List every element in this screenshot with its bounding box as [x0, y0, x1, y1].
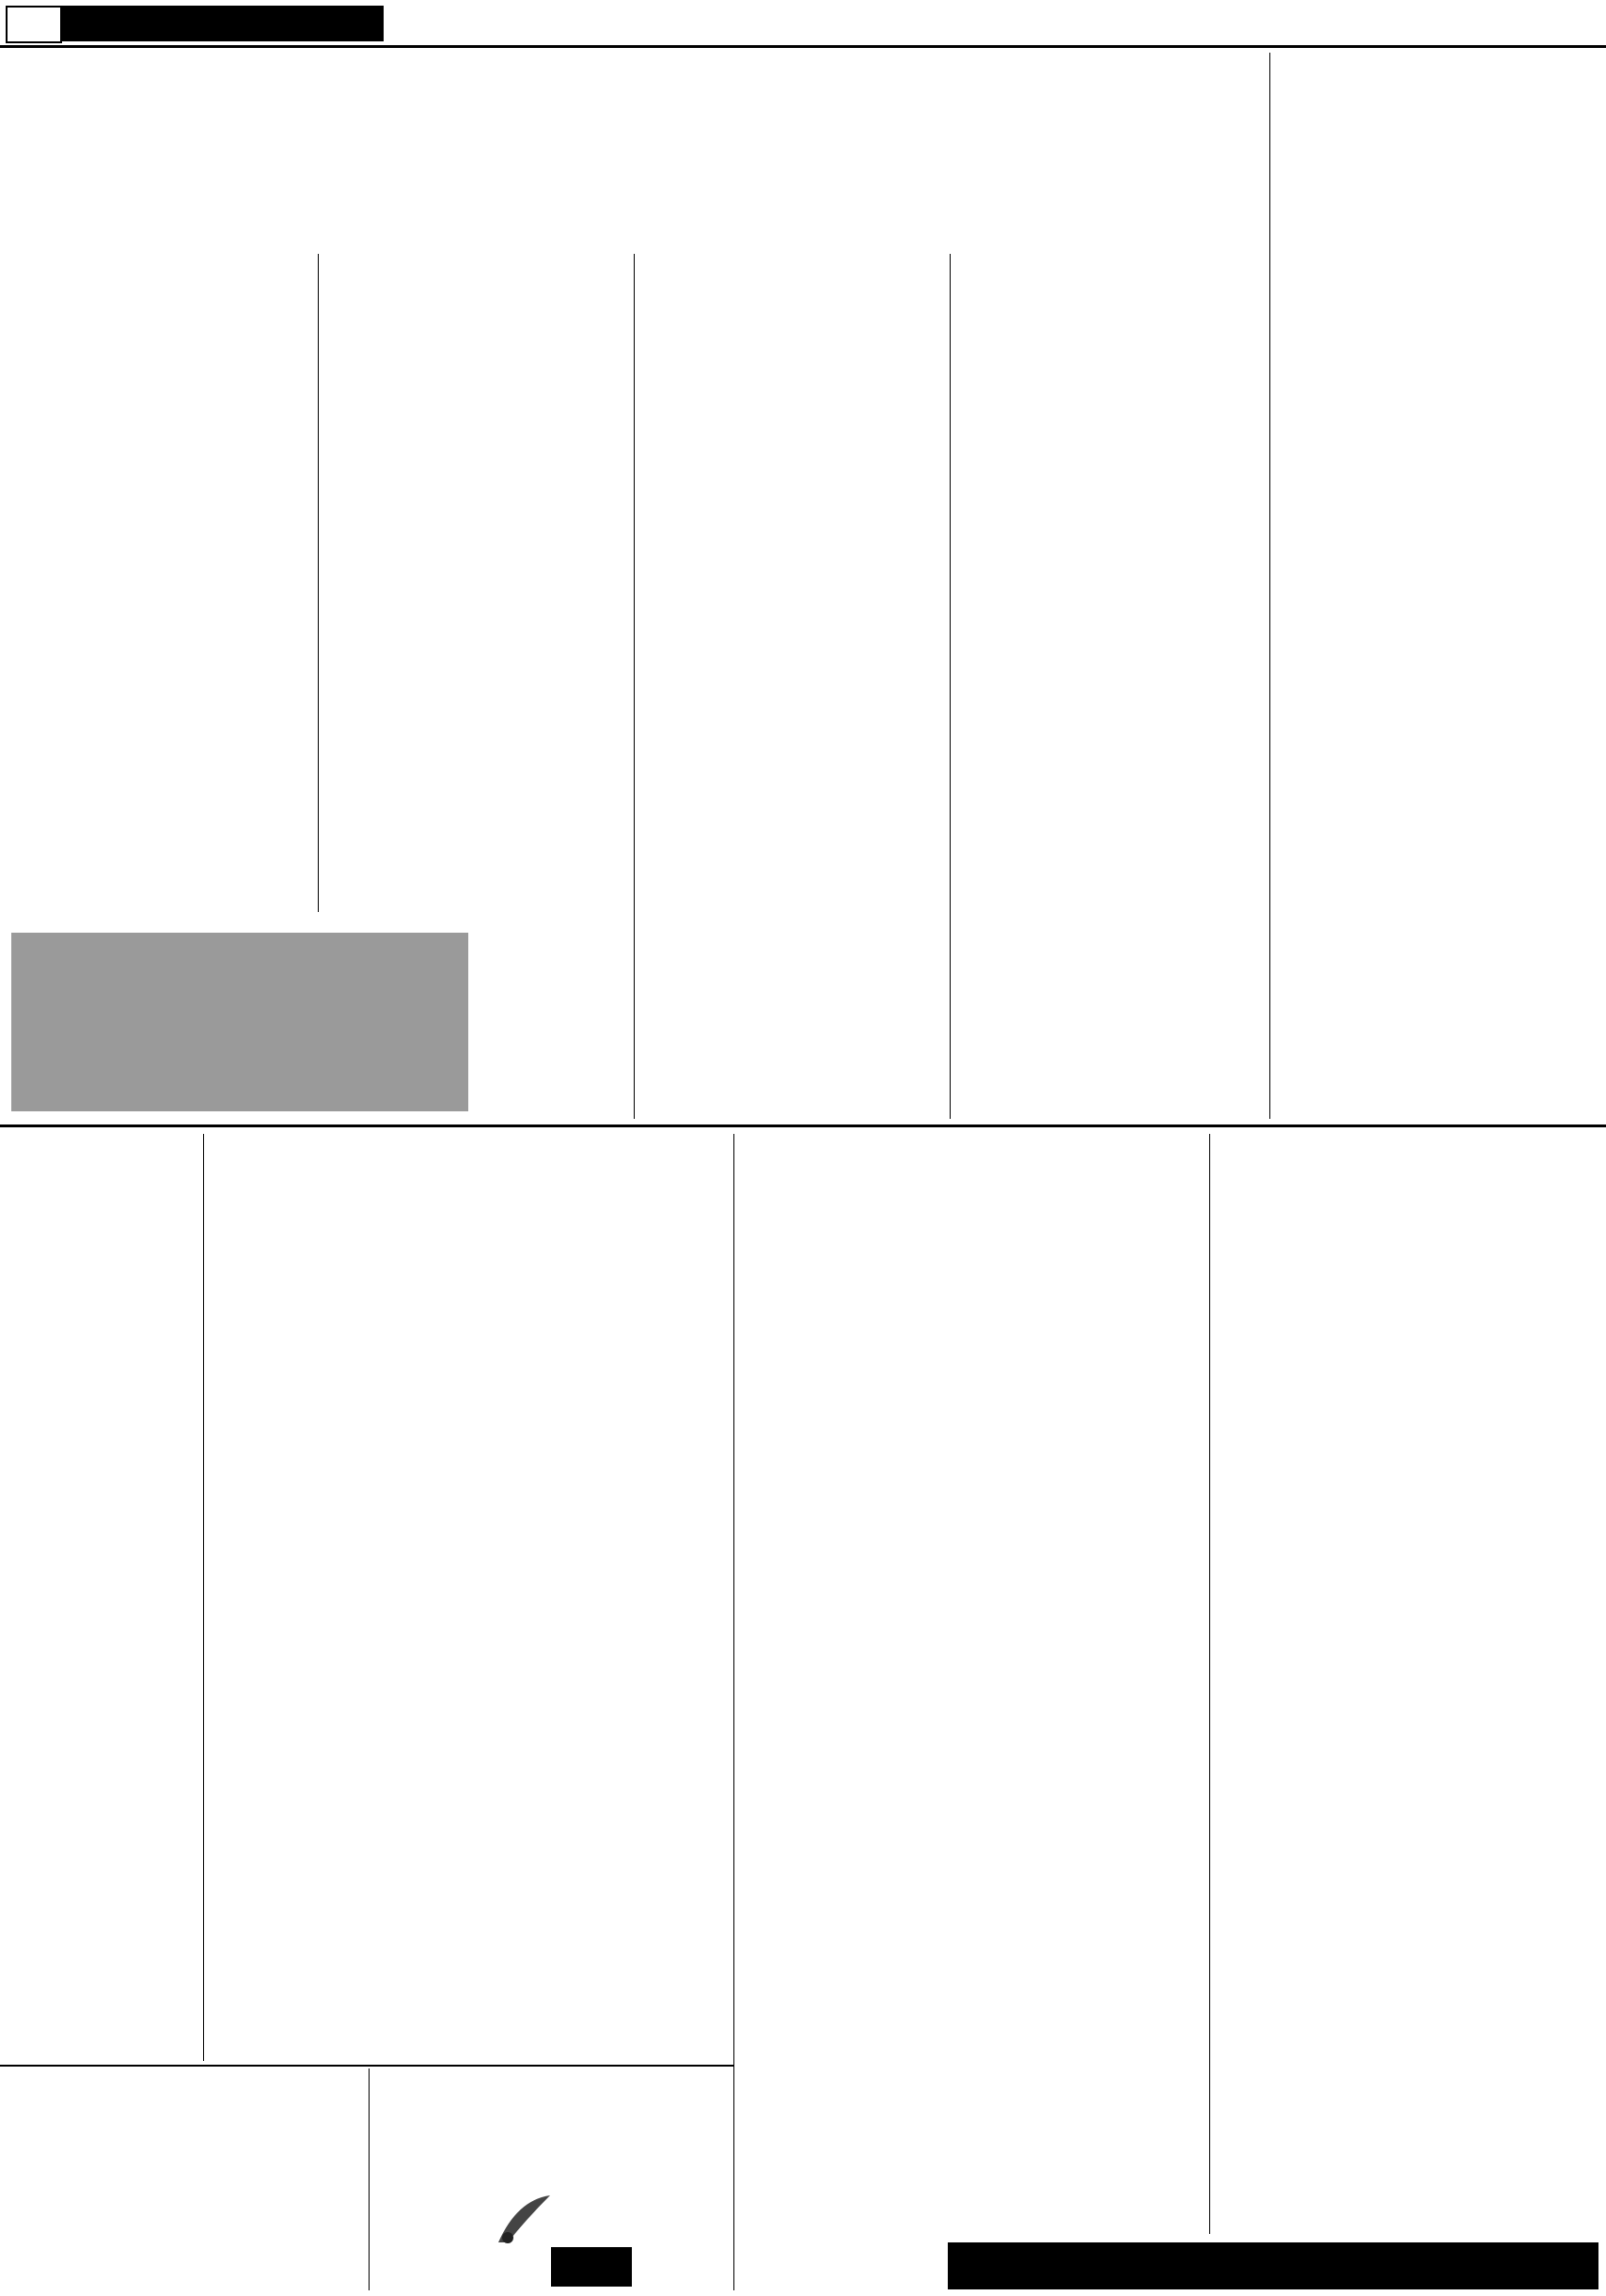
review-col-1: [9, 1138, 197, 2059]
digest-quill-icon: [489, 2191, 555, 2247]
page-number: [6, 6, 62, 43]
core-col-1: [741, 1138, 1076, 2238]
main-col-6: [1275, 273, 1598, 1100]
slogan-banner: [948, 2242, 1598, 2289]
subhead-3: [732, 1004, 743, 1008]
gmw-logo-box: [11, 933, 468, 1111]
review-col-2: [209, 1296, 433, 2057]
digest-text-1b: [9, 2106, 365, 2285]
column-divider: [733, 1134, 734, 2290]
column-divider: [1269, 53, 1270, 1119]
digest-rule: [0, 2065, 733, 2067]
column-divider: [950, 254, 951, 1119]
main-col-5-top: [1275, 56, 1598, 273]
main-col-4: [639, 259, 944, 1049]
digest-label: [551, 2247, 632, 2287]
column-divider: [318, 254, 319, 912]
section-title: [62, 6, 384, 41]
column-divider: [369, 2068, 370, 2290]
column-divider: [1209, 1134, 1210, 2234]
main-col-2: [323, 259, 628, 701]
section-rule: [0, 1124, 1606, 1127]
article-intro: [9, 56, 216, 291]
header-rule: [0, 45, 1606, 48]
main-col-1: [11, 344, 312, 918]
column-divider: [203, 1134, 204, 2061]
main-col-5: [955, 259, 1266, 1096]
digest-text-5: [374, 2068, 726, 2191]
review-col-3: [442, 1296, 724, 2057]
core-col-2: [1215, 1138, 1598, 2233]
column-divider: [634, 254, 635, 1119]
